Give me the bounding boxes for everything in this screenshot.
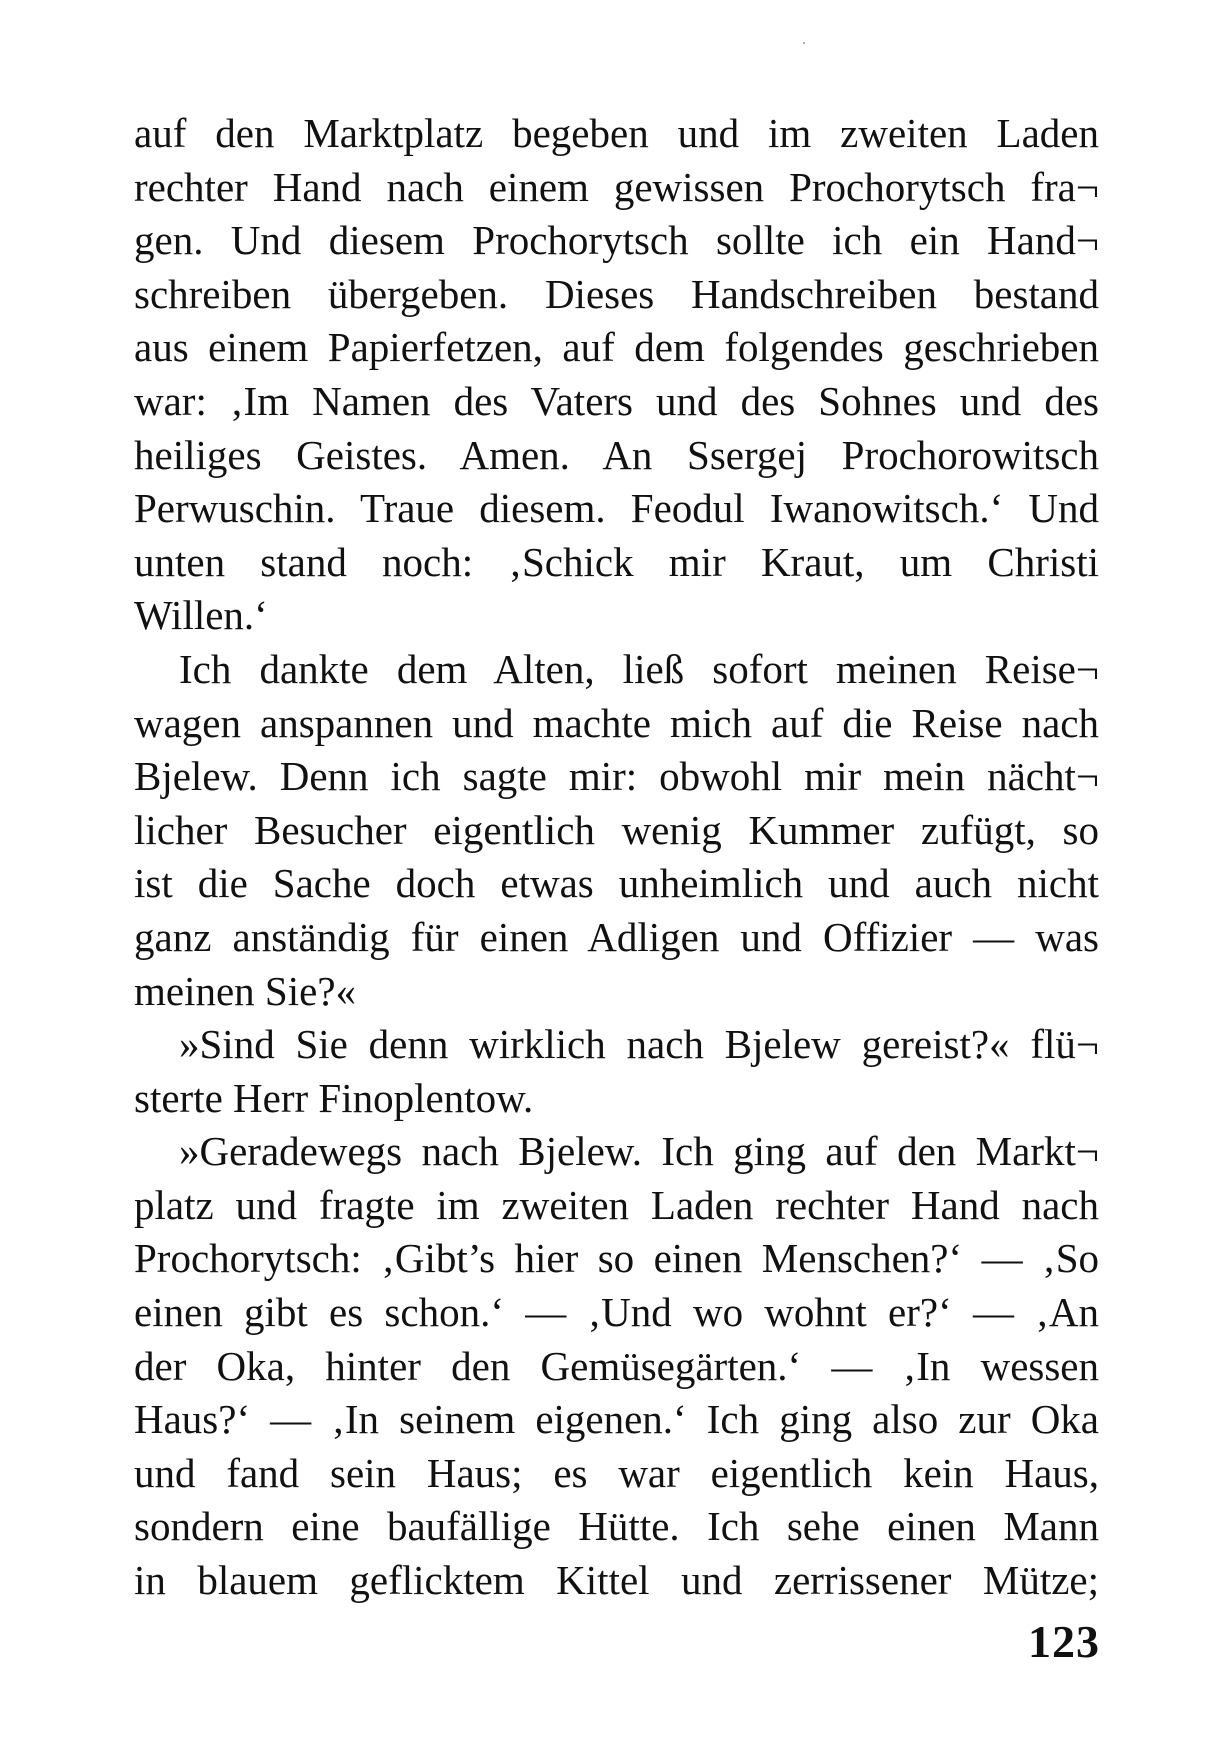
paper-speck xyxy=(803,42,805,44)
text-line-4: schreiben übergeben. Dieses Handschreiben bestand xyxy=(134,270,1099,317)
text-line-23: einen gibt es schon.‘ — ‚Und wo wohnt er?‘ — ‚An xyxy=(134,1289,1099,1336)
text-line-7: heiliges Geistes. Amen. An Ssergej Prochorowitsch xyxy=(134,431,1099,478)
text-line-21: platz und fragte im zweiten Laden rechter Hand nach xyxy=(134,1181,1099,1228)
text-line-18: »Sind Sie denn wirklich nach Bjelew gereist?« flü¬ xyxy=(179,1021,1099,1068)
text-line-8: Perwuschin. Traue diesem. Feodul Iwanowitsch.‘ Und xyxy=(134,485,1099,532)
text-line-26: und fand sein Haus; es war eigentlich kein Haus, xyxy=(134,1449,1099,1496)
text-line-24: der Oka, hinter den Gemüsegärten.‘ — ‚In wessen xyxy=(134,1342,1099,1389)
text-line-22: Prochorytsch: ‚Gibt’s hier so einen Menschen?‘ — ‚So xyxy=(134,1235,1099,1282)
text-line-12: wagen anspannen und machte mich auf die Reise nach xyxy=(134,699,1099,746)
text-line-13: Bjelew. Denn ich sagte mir: obwohl mir mein nächt¬ xyxy=(134,753,1099,800)
text-line-27: sondern eine baufällige Hütte. Ich sehe einen Mann xyxy=(134,1503,1099,1550)
text-line-17: meinen Sie?« xyxy=(134,967,357,1014)
text-line-3: gen. Und diesem Prochorytsch sollte ich ein Hand¬ xyxy=(134,217,1099,264)
text-line-20: »Geradewegs nach Bjelew. Ich ging auf den Markt¬ xyxy=(179,1128,1099,1175)
text-line-10: Willen.‘ xyxy=(134,592,268,639)
text-line-28: in blauem geflicktem Kittel und zerrissener Mütze; xyxy=(134,1557,1099,1604)
body-text xyxy=(134,107,1099,1608)
text-line-11: Ich dankte dem Alten, ließ sofort meinen Reise¬ xyxy=(179,645,1099,692)
text-line-2: rechter Hand nach einem gewissen Prochorytsch fra¬ xyxy=(134,163,1099,210)
text-line-9: unten stand noch: ‚Schick mir Kraut, um Christi xyxy=(134,538,1099,585)
text-line-19: sterte Herr Finoplentow. xyxy=(134,1074,534,1121)
text-line-5: aus einem Papierfetzen, auf dem folgendes geschrieben xyxy=(134,324,1099,371)
text-line-25: Haus?‘ — ‚In seinem eigenen.‘ Ich ging also zur Oka xyxy=(134,1396,1099,1443)
text-line-15: ist die Sache doch etwas unheimlich und auch nicht xyxy=(134,860,1099,907)
text-line-6: war: ‚Im Namen des Vaters und des Sohnes und des xyxy=(134,377,1099,424)
text-line-14: licher Besucher eigentlich wenig Kummer zufügt, so xyxy=(134,806,1099,853)
text-line-1: auf den Marktplatz begeben und im zweiten Laden xyxy=(134,110,1099,156)
text-line-16: ganz anständig für einen Adligen und Offizier — was xyxy=(134,913,1099,960)
page-number: 123 xyxy=(1028,1616,1100,1667)
